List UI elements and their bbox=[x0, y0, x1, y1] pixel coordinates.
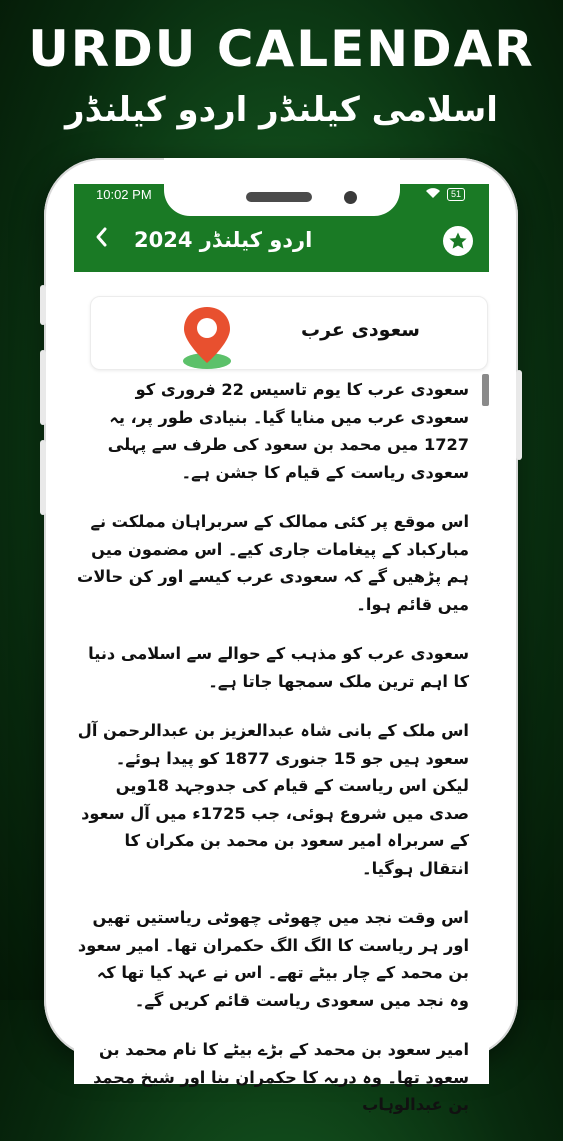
phone-side-button bbox=[40, 285, 46, 325]
front-camera bbox=[344, 191, 357, 204]
article-paragraph: اس موقع پر کئی ممالک کے سربراہان مملکت نے مبارکباد کے پیغامات جاری کیے۔ اس مضمون میں ہم پڑھیں گے کہ سعودی عرب کیسے اور کن حالات میں قائم ہوا۔ bbox=[77, 512, 469, 614]
promo-headline: URDU CALENDAR bbox=[28, 20, 535, 78]
phone-side-button bbox=[40, 350, 46, 425]
promo-subheadline: اسلامی کیلنڈر اردو کیلنڈر bbox=[65, 90, 498, 130]
article-paragraph: اس ملک کے بانی شاہ عبدالعزیز بن عبدالرحمن آل سعود ہیں جو 15 جنوری 1877 کو پیدا ہوئے۔ لیکن اس ریاست کے قیام کی جدوجہد 18ویں صدی میں شروع ہوئی، جب 1725ء میں آل سعود کے سربراہ امیر سعود بن محمد بن مکران کا انتقال ہوگیا۔ bbox=[77, 721, 469, 878]
battery-icon: 51 bbox=[447, 188, 465, 201]
article-paragraph: امیر سعود بن محمد کے بڑے بیٹے کا نام محمد بن سعود تھا۔ وہ دریہ کا حکمران بنا اور شیخ محمد بن عبدالوہاب bbox=[93, 1040, 469, 1114]
star-icon bbox=[448, 231, 468, 251]
favorite-button[interactable] bbox=[443, 226, 473, 256]
phone-screen bbox=[74, 184, 489, 1114]
wifi-icon bbox=[425, 187, 441, 202]
article-body bbox=[74, 376, 489, 1141]
country-card bbox=[90, 296, 488, 370]
country-title: سعودی عرب bbox=[301, 319, 420, 341]
app-title: اردو کیلنڈر 2024 bbox=[134, 228, 313, 252]
status-icons bbox=[425, 187, 465, 202]
map-pin-icon bbox=[179, 303, 235, 373]
app-bar bbox=[74, 212, 489, 272]
phone-side-button bbox=[40, 440, 46, 515]
chevron-left-icon bbox=[94, 226, 108, 248]
back-button[interactable] bbox=[94, 226, 108, 254]
article-paragraph: سعودی عرب کا یوم تاسیس 22 فروری کو سعودی عرب میں منایا گیا۔ بنیادی طور پر، یہ 1727 میں محمد بن سعود کی طرف سے پہلی سعودی ریاست کے قیام کا جشن ہے۔ bbox=[107, 380, 469, 482]
article-paragraph: اس وقت نجد میں چھوٹی چھوٹی ریاستیں تھیں اور ہر ریاست کا الگ الگ حکمران تھا۔ امیر سعود بن محمد کے چار بیٹے تھے۔ اس نے عہد کیا تھا کہ وہ نجد میں سعودی ریاست قائم کریں گے۔ bbox=[77, 908, 469, 1010]
article-paragraph: سعودی عرب کو مذہب کے حوالے سے اسلامی دنیا کا اہم ترین ملک سمجھا جاتا ہے۔ bbox=[88, 644, 469, 691]
phone-notch bbox=[164, 158, 400, 216]
speaker-grille bbox=[246, 192, 312, 202]
status-time: 10:02 PM bbox=[96, 187, 152, 202]
phone-side-button bbox=[516, 370, 522, 460]
